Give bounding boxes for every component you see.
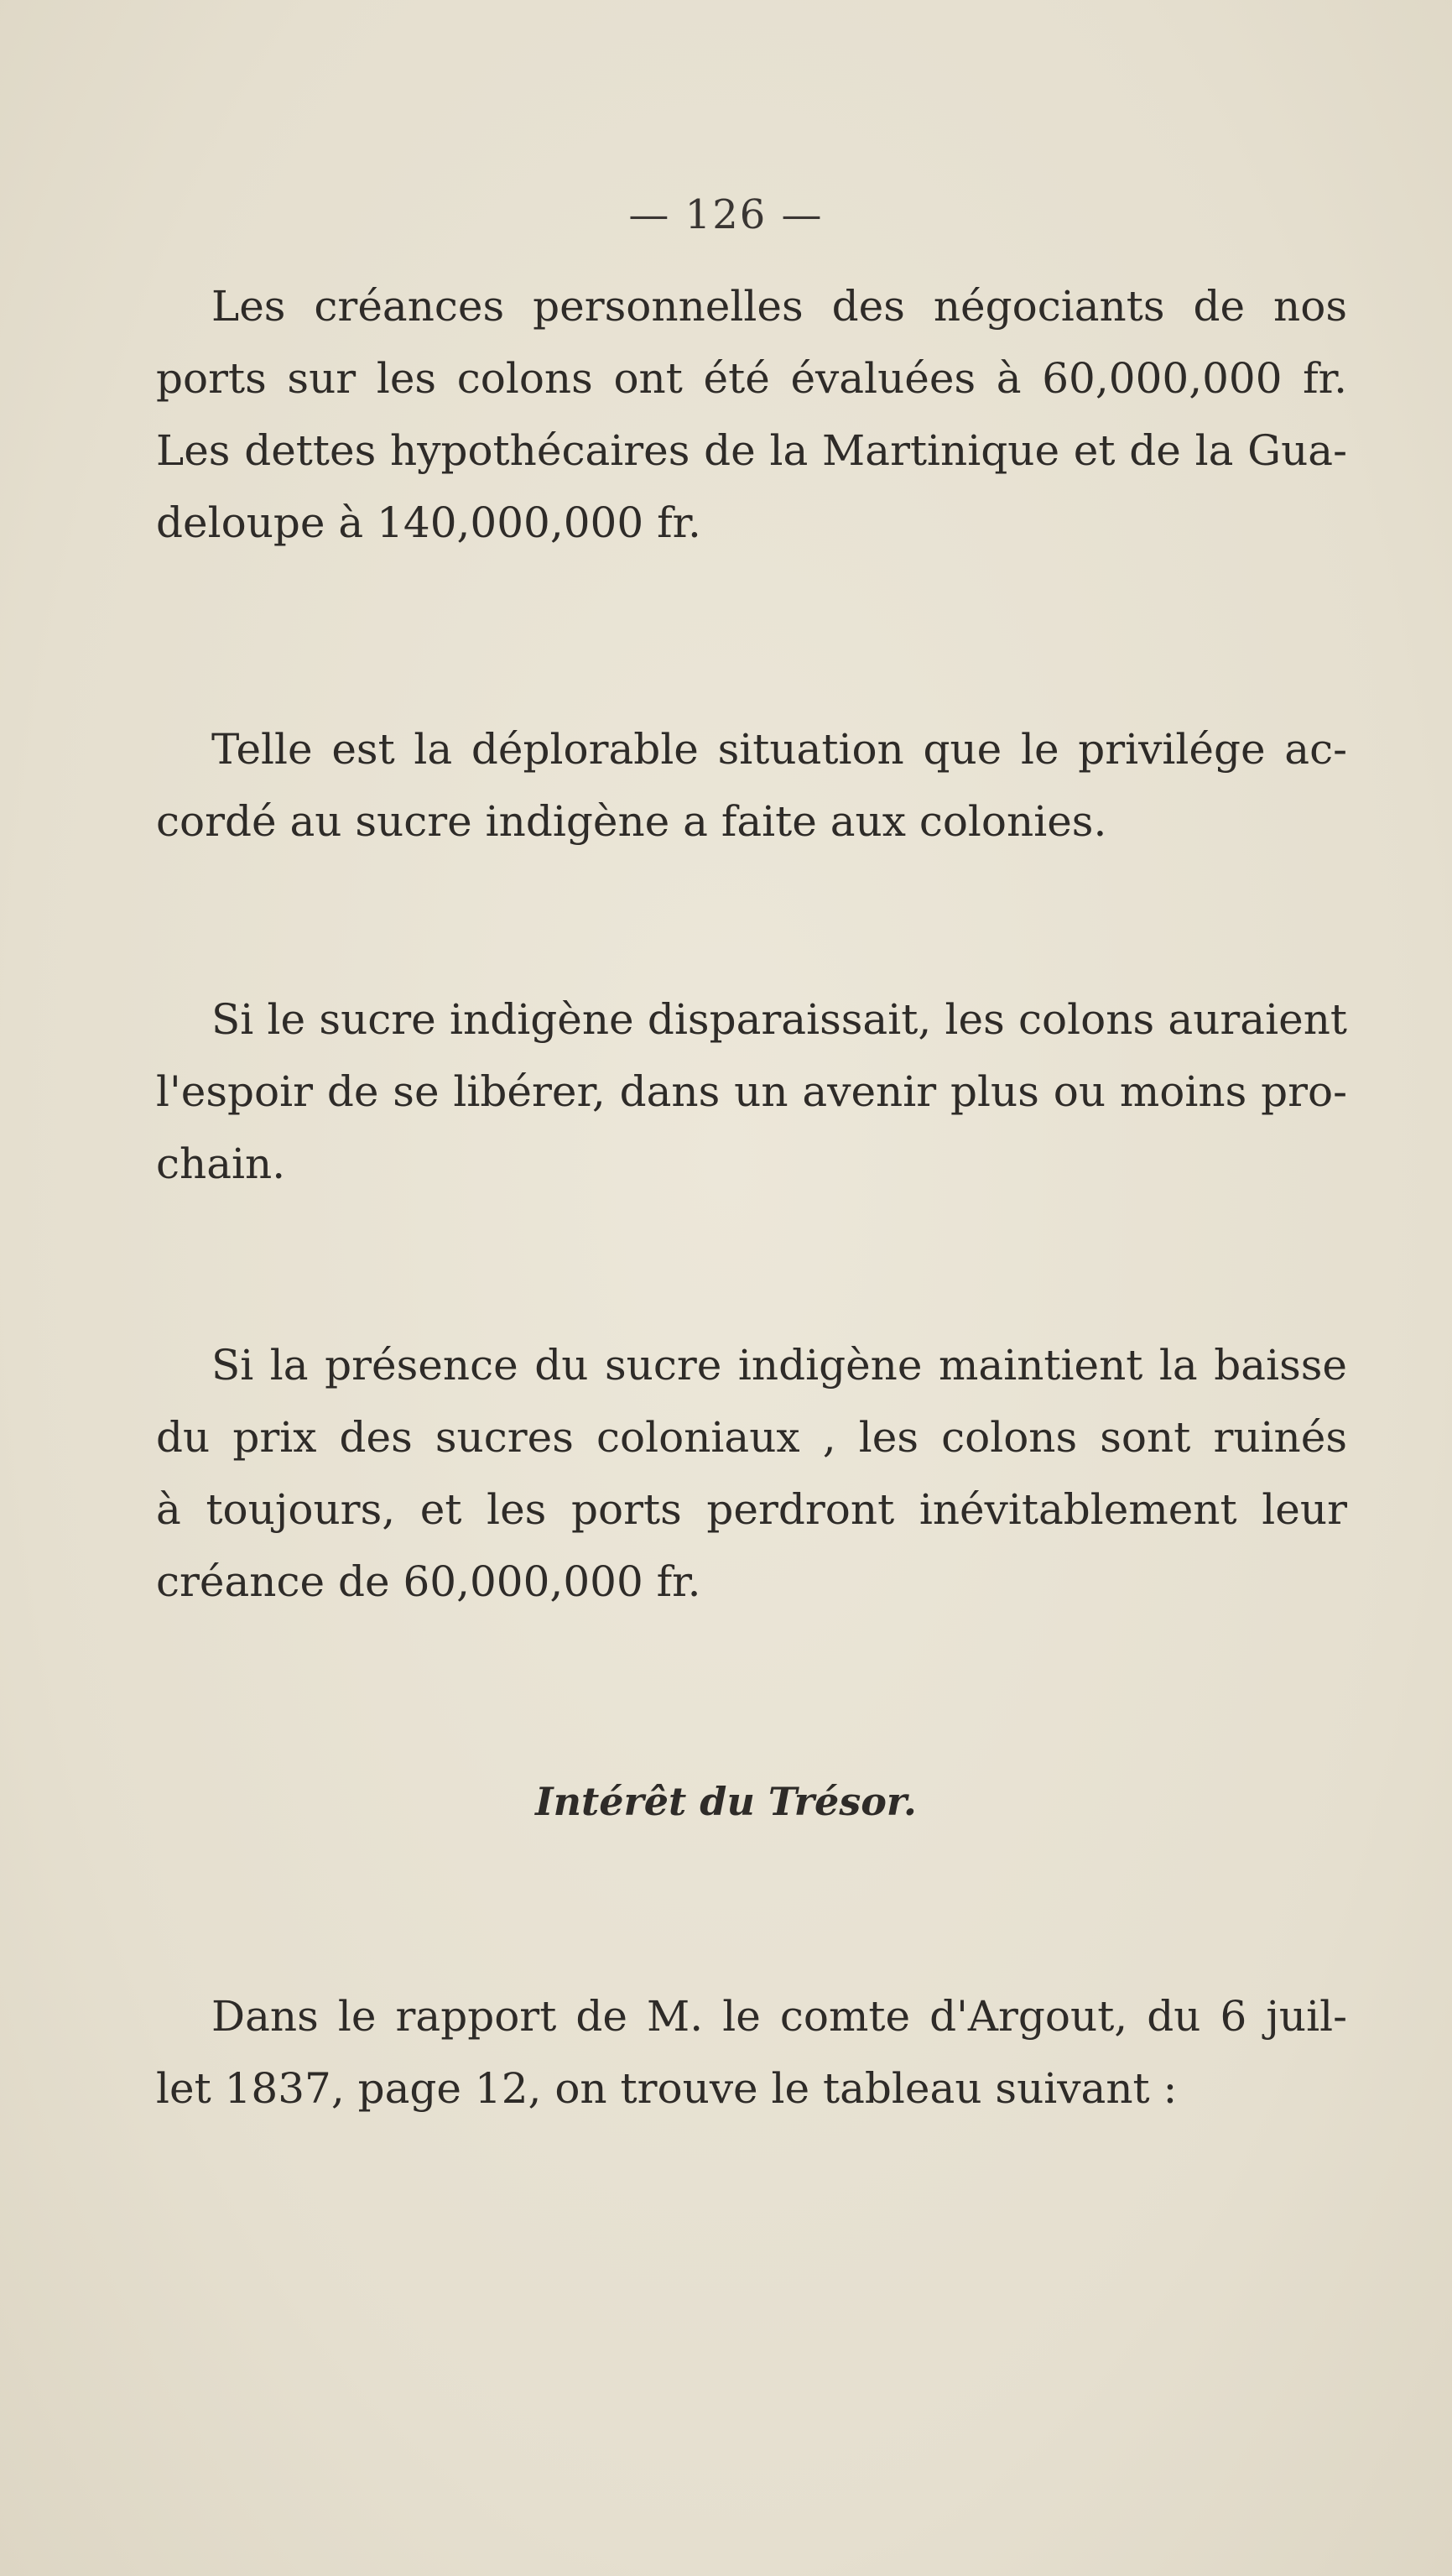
text-line: du prix des sucres coloniaux , les colons sont ruinés xyxy=(156,1413,1347,1462)
text-line: let 1837, page 12, on trouve le tableau suivant : xyxy=(156,2064,1178,2113)
text-line: Telle est la déplorable situation que le privilége ac- xyxy=(211,725,1347,774)
text-line: Si la présence du sucre indigène maintient la baisse xyxy=(211,1341,1347,1390)
text-line: l'espoir de se libérer, dans un avenir plus ou moins pro- xyxy=(156,1067,1347,1116)
text-line: Les créances personnelles des négociants de nos xyxy=(211,282,1347,331)
paragraph-situation xyxy=(156,713,1347,858)
text-line: deloupe à 140,000,000 fr. xyxy=(156,498,701,547)
page-number: — 126 — xyxy=(628,191,824,238)
text-line: ports sur les colons ont été évaluées à 60,000,000 fr. xyxy=(156,354,1347,403)
text-line: Les dettes hypothécaires de la Martinique et de la Gua- xyxy=(156,426,1347,475)
paragraph-rapport xyxy=(156,1980,1347,2125)
paragraph-creances xyxy=(156,270,1347,559)
text-line: chain. xyxy=(156,1139,286,1188)
text-line: Dans le rapport de M. le comte d'Argout, du 6 juil- xyxy=(211,1992,1347,2041)
text-line: cordé au sucre indigène a faite aux colonies. xyxy=(156,797,1107,846)
section-heading: Intérêt du Trésor. xyxy=(535,1779,917,1824)
text-line: créance de 60,000,000 fr. xyxy=(156,1557,701,1606)
text-line: Si le sucre indigène disparaissait, les colons auraient xyxy=(211,995,1347,1044)
paragraph-baisse xyxy=(156,1329,1347,1618)
text-line: à toujours, et les ports perdront inévitablement leur xyxy=(156,1485,1347,1534)
paragraph-disparition xyxy=(156,983,1347,1200)
